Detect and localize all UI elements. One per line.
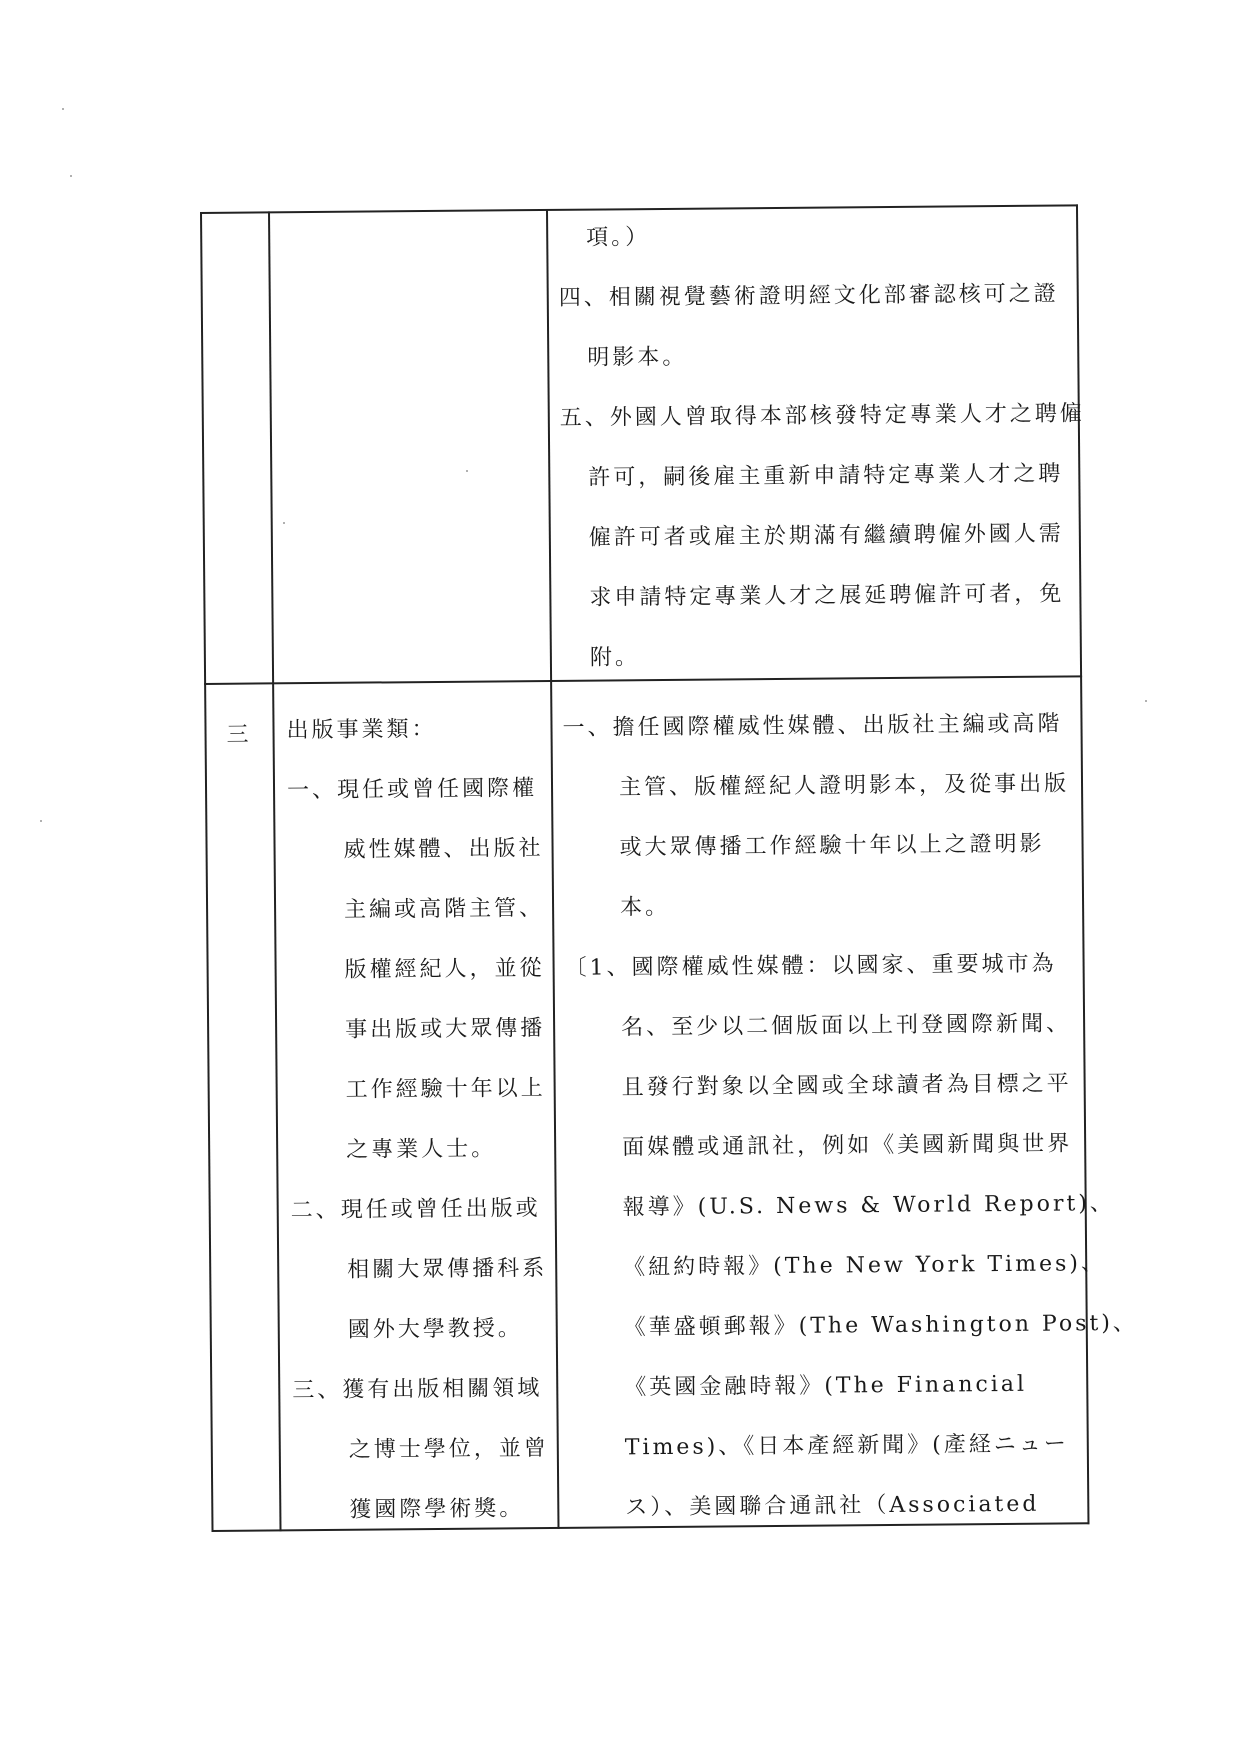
scan-speck: [70, 175, 72, 177]
document-line: 《紐約時報》(The New York Times)、: [623, 1251, 1107, 1281]
qualification-line: 一、現任或曾任國際權: [286, 776, 538, 804]
document-line: 許可，嗣後雇主重新申請特定專業人才之聘: [588, 461, 1064, 491]
qualification-line: 威性媒體、出版社: [343, 836, 544, 863]
document-line: 附。: [589, 645, 641, 671]
document-line: 名、至少以二個版面以上刊登國際新聞、: [621, 1011, 1072, 1041]
document-line: 項。）: [586, 225, 651, 251]
qualification-line: 相關大眾傳播科系: [347, 1256, 548, 1283]
document-line: 一、擔任國際權威性媒體、出版社主編或高階: [562, 711, 1063, 741]
document-line: 面媒體或通訊社，例如《美國新聞與世界: [622, 1131, 1073, 1161]
document-line: 主管、版權經紀人證明影本，及從事出版: [618, 771, 1070, 801]
document-line: 僱許可者或雇主於期滿有繼續聘僱外國人需: [588, 521, 1064, 551]
qualification-line: 之博士學位，並曾: [348, 1436, 549, 1463]
qualification-line: 之專業人士。: [346, 1136, 497, 1163]
column-divider-1: [268, 211, 282, 1531]
document-line: 報導》(U.S. News & World Report)、: [622, 1191, 1115, 1221]
document-line: 《英國金融時報》(The Financial: [624, 1371, 1028, 1401]
table-left-border: [200, 212, 214, 1532]
qualification-line: 版權經紀人，並從: [344, 956, 545, 983]
publishing-qualifications-cell: [286, 699, 549, 1541]
document-line: 本。: [619, 894, 671, 921]
qualification-line: 出版事業類：: [286, 716, 437, 744]
scan-speck: [40, 820, 42, 822]
qualification-line: 工作經驗十年以上: [345, 1076, 546, 1103]
scan-speck: [62, 108, 64, 110]
document-line: 五、外國人曾取得本部核發特定專業人才之聘僱: [559, 401, 1085, 431]
requirements-table: [200, 204, 1138, 1532]
document-line: Times)、《日本產經新聞》(產経ニュー: [624, 1431, 1069, 1461]
qualification-line: 國外大學教授。: [347, 1316, 523, 1343]
document-line: 《華盛頓郵報》(The Washington Post)、: [623, 1310, 1138, 1341]
document-line: 四、相關視覺藝術證明經文化部審認核可之證: [558, 281, 1059, 311]
column-divider-2: [546, 209, 560, 1529]
qualification-line: 二、現任或曾任出版或: [290, 1196, 541, 1224]
qualification-line: 三、獲有出版相關領域: [292, 1376, 543, 1404]
document-line: 或大眾傳播工作經驗十年以上之證明影: [619, 831, 1045, 861]
qualification-line: 主編或高階主管、: [343, 896, 545, 923]
document-line: ス）、美國聯合通訊社（Associated: [625, 1491, 1040, 1521]
publishing-documents-cell: [562, 694, 1139, 1539]
document-line: 且發行對象以全國或全球讀者為目標之平: [621, 1071, 1072, 1101]
document-line: 明影本。: [587, 344, 688, 371]
row-number: 三: [226, 722, 249, 748]
scan-speck: [1145, 700, 1147, 702]
qualification-line: 獲國際學術獎。: [349, 1496, 525, 1523]
document-line: 〔1、國際權威性媒體：以國家、重要城市為: [564, 951, 1057, 981]
qualification-line: 事出版或大眾傳播: [345, 1016, 546, 1043]
document-line: 求申請特定專業人才之展延聘僱許可者，免: [589, 581, 1065, 611]
previous-row-documents-cell: [558, 204, 1087, 689]
